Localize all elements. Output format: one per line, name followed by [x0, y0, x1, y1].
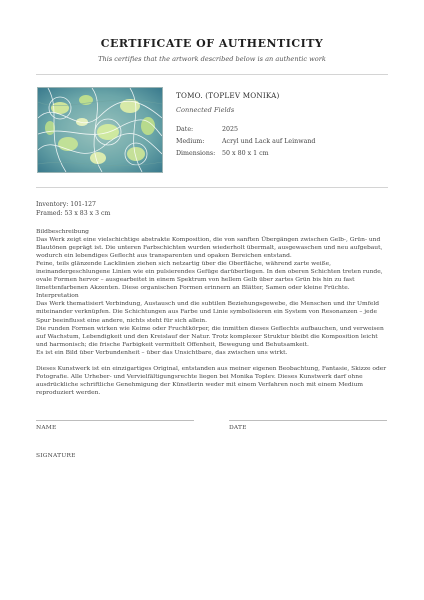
detail-label: Date:: [176, 126, 194, 133]
detail-label: Medium:: [176, 138, 205, 145]
interpretation-paragraph: Es ist ein Bild über Verbundenheit – über das Unsichtbare, das zwischen uns wirkt.: [36, 348, 288, 356]
signature-label: SIGNATURE: [36, 453, 76, 459]
artwork-painting: [38, 88, 162, 172]
certificate-title: CERTIFICATE OF AUTHENTICITY: [100, 37, 324, 50]
certificate-subtitle: This certifies that the artwork described below is an authentic work: [98, 55, 326, 63]
description-paragraph: Das Werk zeigt eine vielschichtige abstrakte Komposition, die von sanften Übergängen zwischen Gelb-, Grün- und Blautönen geprägt ist. Die unteren Farbschichten wurden wiederholt übermalt, ausgewaschen und neu aufgebaut, wodurch ein lebendiges Geflecht aus transparenten und opaken Bereichen entstand.: [36, 236, 383, 260]
artist-name: TOMO. (TOPLEV MONIKA): [176, 91, 280, 100]
artwork-image: [37, 87, 163, 173]
interpretation-paragraph: Das Werk thematisiert Verbindung, Austausch und die subtilen Beziehungsgewebe, die Menschen und ihr Umfeld miteinander verknüpfen. Die Schichtungen aus Farbe und Linie symbolisieren ein System von Resonanzen – jede Spur beeinflusst eine andere, nichts steht für sich allein.: [36, 300, 380, 324]
date-label: DATE: [229, 425, 247, 431]
artwork-info: [176, 91, 386, 114]
paragraph-gap: [36, 357, 388, 365]
name-label: NAME: [36, 425, 57, 431]
interpretation-paragraph: Die runden Formen wirken wie Keime oder Fruchtkörper, die inmitten dieses Geflechts aufbauchen, und verweisen auf Wachstum, Lebendigkeit und den Kreislauf der Natur. Trotz komplexer Struktur bleibt die Komposition leicht und harmonisch; die frische Farbigkeit vermittelt Offenheit, Bewegung und Behutsamkeit.: [36, 324, 384, 348]
inventory-number: Inventory: 101-127: [36, 201, 96, 208]
artwork-divider: [36, 187, 388, 188]
detail-value: 50 x 80 x 1 cm: [222, 150, 269, 157]
artwork-description: [36, 228, 388, 397]
description-paragraph: Feine, teils glänzende Lacklinien ziehen sich netzartig über die Oberfläche, während zarte weiße, ineinandergeschlungene Linien wie ein pulsierendes Gefüge darüberliegen. In den oberen Schichten treten runde, ovale Formen hervor – ausgearbeitet in einem Spektrum von hellem Gelb über zartes Grün bis hin zu fast limettenfarbenen Akzenten. Diese organischen Formen erinnern an Blätter, Samen oder kleine Früchte.: [36, 260, 383, 292]
artwork-title: Connected Fields: [176, 106, 235, 114]
header-divider: [36, 74, 388, 75]
detail-label: Dimensions:: [176, 150, 216, 157]
description-heading: Bildbeschreibung: [36, 228, 89, 235]
interpretation-heading: Interpretation: [36, 292, 79, 300]
name-signature-line: [36, 420, 194, 421]
rights-statement: Dieses Kunstwerk ist ein einzigartiges Original, entstanden aus meiner eigenen Beobachtung, Fantasie, Skizze oder Fotografie. Alle Urheber- und Vervielfältigungsrechte liegen bei Monika Toplev. Dieses Kunstwerk darf ohne ausdrückliche schriftliche Genehmigung der Künstlerin weder mit einem Verfahren noch mit einem Medium reproduziert werden.: [36, 364, 387, 396]
framed-dimensions: Framed: 53 x 83 x 3 cm: [36, 210, 111, 217]
date-signature-line: [229, 420, 387, 421]
detail-value: 2025: [222, 126, 239, 133]
detail-value: Acryl und Lack auf Leinwand: [222, 138, 316, 145]
